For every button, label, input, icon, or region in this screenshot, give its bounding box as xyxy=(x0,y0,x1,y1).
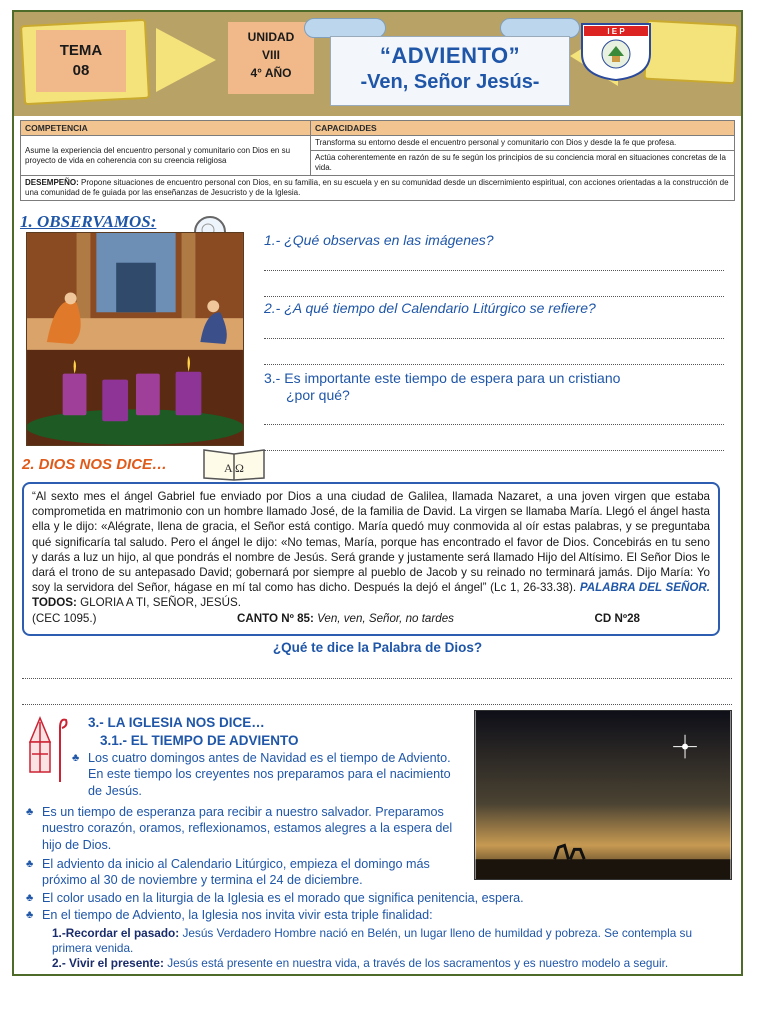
bullet-text: Los cuatro domingos antes de Navidad es el tiempo de Adviento. En este tiempo los creyentes nos preparamos para el nacimiento de Jesús. xyxy=(88,751,451,798)
unidad-box xyxy=(228,22,314,94)
unidad-number: VIII xyxy=(261,48,280,62)
title-box xyxy=(330,36,570,106)
page-subtitle: -Ven, Señor Jesús- xyxy=(360,71,540,93)
col-competencia-header: COMPETENCIA xyxy=(21,121,311,136)
book-letters: A Ω xyxy=(224,461,244,475)
canto-label: CANTO Nº 85: xyxy=(237,611,314,625)
bullet-icon: ♣ xyxy=(26,892,34,904)
bible-reading-box xyxy=(22,482,720,636)
desempeno-cell xyxy=(21,176,735,201)
question-1: 1.- ¿Qué observas en las imágenes? xyxy=(264,232,494,248)
canto-title: Ven, ven, Señor, no tardes xyxy=(317,611,454,625)
scroll-decoration-left xyxy=(304,18,386,38)
answer-line[interactable] xyxy=(264,270,724,271)
answer-line[interactable] xyxy=(264,338,724,339)
logo-text: I E P xyxy=(607,27,625,36)
palabra-question: ¿Qué te dice la Palabra de Dios? xyxy=(272,640,483,655)
adviento-subtitle: 3.1.- EL TIEMPO DE ADVIENTO xyxy=(100,733,299,748)
question-2: 2.- ¿A qué tiempo del Calendario Litúrgico se refiere? xyxy=(264,300,596,316)
adviento-bullet-4 xyxy=(26,890,732,906)
bullet-text: En el tiempo de Adviento, la Iglesia nos invita vivir esta triple finalidad: xyxy=(42,908,433,922)
banner-arrow-left xyxy=(156,28,216,92)
desempeno-text: Propone situaciones de encuentro personal con Dios, en su familia, en su escuela y en su comunidad desde un discernimiento espiritual, con acciones orientadas a la construcción de una comunidad de fe guiada por las enseñanzas de Jesucristo y de la Iglesia. xyxy=(25,178,729,197)
answer-line[interactable] xyxy=(264,296,724,297)
cd-number: CD Nº28 xyxy=(594,611,640,625)
reading-footer xyxy=(32,611,710,626)
competencias-table xyxy=(20,120,735,201)
page-title: “ADVIENTO” xyxy=(379,43,521,68)
bullet-text: El color usado en la liturgia de la Iglesia es el morado que significa penitencia, espera. xyxy=(42,891,524,905)
answer-line[interactable] xyxy=(22,704,732,705)
answer-line[interactable] xyxy=(264,364,724,365)
worksheet-page xyxy=(12,10,743,976)
annunciation-advent-image xyxy=(26,232,244,446)
adviento-bullet-2 xyxy=(26,804,456,853)
finalidad-2 xyxy=(52,956,732,971)
capacidad-cell-2: Actúa coherentemente en razón de su fe según los principios de su conciencia moral en situaciones concretas de la vida. xyxy=(311,151,735,176)
answer-line[interactable] xyxy=(22,678,732,679)
finalidad-2-text: Jesús está presente en nuestra vida, a través de los sacramentos y es nuestro modelo a seguir. xyxy=(167,956,669,970)
bullet-text: El adviento da inicio al Calendario Litúrgico, empieza el domingo más próximo al 30 de noviembre y termina el 24 de diciembre. xyxy=(42,857,430,888)
unidad-label: UNIDAD xyxy=(247,30,295,44)
school-logo-icon xyxy=(576,20,656,82)
finalidad-1 xyxy=(52,926,732,956)
finalidad-1-text: Jesús Verdadero Hombre nació en Belén, un lugar lleno de humildad y pobreza. Se contempla su primera venida. xyxy=(52,926,693,955)
adviento-bullet-1 xyxy=(72,750,456,799)
bullet-icon: ♣ xyxy=(26,858,34,870)
finalidad-2-label: 2.- Vivir el presente: xyxy=(52,956,164,970)
tema-box xyxy=(36,30,126,92)
col-capacidades-header: CAPACIDADES xyxy=(311,121,735,136)
bullet-text: Es un tiempo de esperanza para recibir a nuestro salvador. Preparamos nuestro corazón, oramos, reflexionamos, estamos alegres a la espera del hijo de Dios. xyxy=(42,805,453,852)
capacidad-cell-1: Transforma su entorno desde el encuentro personal y comunitario con Dios y desde la fe que profesa. xyxy=(311,136,735,151)
adviento-bullet-5 xyxy=(26,907,732,923)
dios-nos-dice-title: 2. DIOS NOS DICE… xyxy=(22,456,168,473)
answer-line[interactable] xyxy=(264,450,724,451)
star-of-bethlehem-image xyxy=(474,710,732,880)
tema-label: TEMA xyxy=(59,42,103,59)
observamos-title: 1. OBSERVAMOS: xyxy=(20,212,157,231)
tema-number: 08 xyxy=(72,62,90,79)
finalidad-1-label: 1.-Recordar el pasado: xyxy=(52,926,180,940)
bible-reading-text: “Al sexto mes el ángel Gabriel fue enviado por Dios a una ciudad de Galilea, llamada Nazaret, a una joven virgen que estaba comprometida en matrimonio con un hombre llamado José, de la familia de David. La virgen se llamaba María. Llegó el ángel hasta ella y le dijo: «Alégrate, llena de gracia, el Señor está contigo. María quedó muy conmovida al oír estas palabras, y se preguntaba qué significaría tal saludo. Pero el ángel le dijo: «No temas, María, porque has encontrado el favor de Dios. Concebirás en tu seno y darás a luz un hijo, al que pondrás el nombre de Jesús. Será grande y justamente será llamado Hijo del Altísimo. El Señor Dios le dará el trono de su antepasado David; gobernará por siempre al pueblo de Jacob y su reinado no terminará jamás. Dijo María: Yo soy la servidora del Señor, hágase en mí tal como has dicho. Después la dejó el ángel” (Lc 1, 26-33.38). xyxy=(32,490,710,595)
question-3-b: ¿por qué? xyxy=(286,387,350,403)
todos-label: TODOS: xyxy=(32,596,77,610)
mitre-crosier-icon xyxy=(24,712,70,784)
bullet-icon: ♣ xyxy=(26,909,34,921)
todos-text: GLORIA A TI, SEÑOR, JESÚS. xyxy=(80,596,241,610)
desempeno-label: DESEMPEÑO: xyxy=(25,178,79,187)
competencia-cell: Asume la experiencia del encuentro personal y comunitario con Dios en su proyecto de vida en coherencia con su creencia religiosa xyxy=(21,136,311,176)
adviento-bullet-3 xyxy=(26,856,456,889)
iglesia-title: 3.- LA IGLESIA NOS DICE… xyxy=(88,715,265,730)
grade-label: 4° AÑO xyxy=(250,66,292,80)
page-header xyxy=(14,12,741,116)
question-3: 3.- Es importante este tiempo de espera para un cristiano xyxy=(264,370,621,386)
triple-finalidad-list xyxy=(52,926,732,971)
bullet-icon: ♣ xyxy=(26,806,34,818)
logo-banner xyxy=(643,20,738,85)
canto-line xyxy=(237,611,454,626)
palabra-del-senor: PALABRA DEL SEÑOR. xyxy=(579,581,710,595)
bullet-icon: ♣ xyxy=(72,752,80,764)
cec-reference: (CEC 1095.) xyxy=(32,611,97,625)
scroll-decoration-right xyxy=(500,18,580,38)
answer-line[interactable] xyxy=(264,424,724,425)
book-icon xyxy=(202,444,266,482)
